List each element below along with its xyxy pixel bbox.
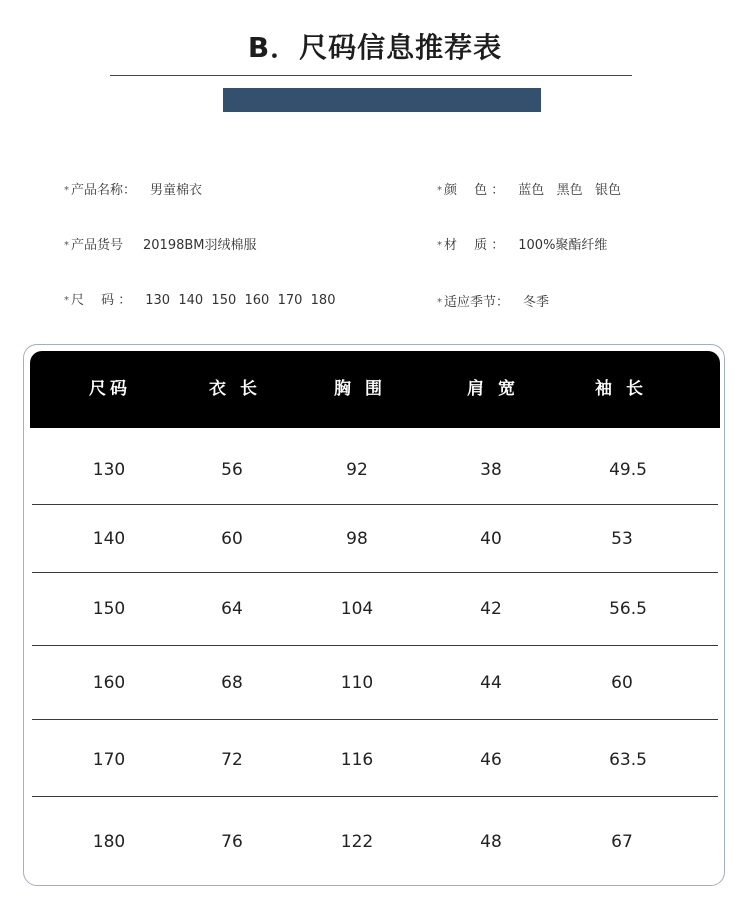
title-divider bbox=[110, 75, 632, 76]
row-divider bbox=[32, 645, 718, 646]
header-size: 尺码 bbox=[89, 379, 131, 399]
row-divider bbox=[32, 796, 718, 797]
info-value: 冬季 bbox=[523, 295, 550, 310]
info-product-sku bbox=[64, 234, 257, 253]
cell-shoulder: 44 bbox=[480, 673, 502, 693]
info-value: 130 140 150 160 170 180 bbox=[145, 293, 336, 308]
cell-chest: 122 bbox=[340, 832, 374, 852]
cell-size: 130 bbox=[92, 460, 126, 480]
cell-length: 68 bbox=[221, 673, 243, 693]
info-label: 尺 码 ： bbox=[71, 293, 132, 308]
cell-chest: 92 bbox=[346, 460, 368, 480]
bullet-icon: * bbox=[437, 185, 442, 196]
cell-sleeve: 60 bbox=[611, 673, 633, 693]
info-label: 产品名称： bbox=[71, 183, 137, 198]
cell-size: 140 bbox=[92, 529, 126, 549]
info-material bbox=[437, 234, 607, 253]
cell-shoulder: 40 bbox=[480, 529, 502, 549]
size-table-header bbox=[30, 351, 720, 428]
info-value: 100%聚酯纤维 bbox=[518, 238, 608, 253]
cell-size: 170 bbox=[92, 750, 126, 770]
info-product-name bbox=[64, 179, 202, 198]
bullet-icon: * bbox=[64, 295, 69, 306]
page-title: B．尺码信息推荐表 bbox=[247, 31, 503, 64]
bullet-icon: * bbox=[437, 240, 442, 251]
bullet-icon: * bbox=[64, 185, 69, 196]
cell-chest: 98 bbox=[346, 529, 368, 549]
info-label: 颜 色 ： bbox=[444, 183, 505, 198]
info-label: 产品货号 bbox=[71, 238, 124, 253]
cell-length: 64 bbox=[221, 599, 243, 619]
cell-length: 76 bbox=[221, 832, 243, 852]
info-label: 材 质 ： bbox=[444, 238, 505, 253]
info-season bbox=[437, 291, 549, 310]
cell-sleeve: 53 bbox=[611, 529, 633, 549]
cell-shoulder: 48 bbox=[480, 832, 502, 852]
title-accent-bar bbox=[223, 88, 541, 112]
cell-length: 56 bbox=[221, 460, 243, 480]
cell-length: 72 bbox=[221, 750, 243, 770]
cell-chest: 110 bbox=[340, 673, 374, 693]
info-value: 蓝色 黑色 银色 bbox=[518, 183, 622, 198]
cell-shoulder: 42 bbox=[480, 599, 502, 619]
header-length: 衣 长 bbox=[209, 379, 261, 399]
info-value: 20198BM羽绒棉服 bbox=[143, 238, 257, 253]
cell-chest: 104 bbox=[340, 599, 374, 619]
bullet-icon: * bbox=[64, 240, 69, 251]
cell-sleeve: 63.5 bbox=[609, 750, 647, 770]
cell-chest: 116 bbox=[340, 750, 374, 770]
cell-sleeve: 56.5 bbox=[609, 599, 647, 619]
cell-size: 160 bbox=[92, 673, 126, 693]
header-shoulder: 肩 宽 bbox=[467, 379, 519, 399]
cell-shoulder: 46 bbox=[480, 750, 502, 770]
info-label: 适应季节： bbox=[444, 295, 510, 310]
bullet-icon: * bbox=[437, 297, 442, 308]
row-divider bbox=[32, 572, 718, 573]
header-sleeve: 袖 长 bbox=[595, 379, 647, 399]
row-divider bbox=[32, 504, 718, 505]
cell-sleeve: 67 bbox=[611, 832, 633, 852]
cell-shoulder: 38 bbox=[480, 460, 502, 480]
cell-size: 150 bbox=[92, 599, 126, 619]
info-sizes bbox=[64, 289, 335, 308]
cell-size: 180 bbox=[92, 832, 126, 852]
info-colors bbox=[437, 179, 621, 198]
cell-sleeve: 49.5 bbox=[609, 460, 647, 480]
row-divider bbox=[32, 719, 718, 720]
info-value: 男童棉衣 bbox=[150, 183, 203, 198]
header-chest: 胸 围 bbox=[334, 379, 386, 399]
cell-length: 60 bbox=[221, 529, 243, 549]
